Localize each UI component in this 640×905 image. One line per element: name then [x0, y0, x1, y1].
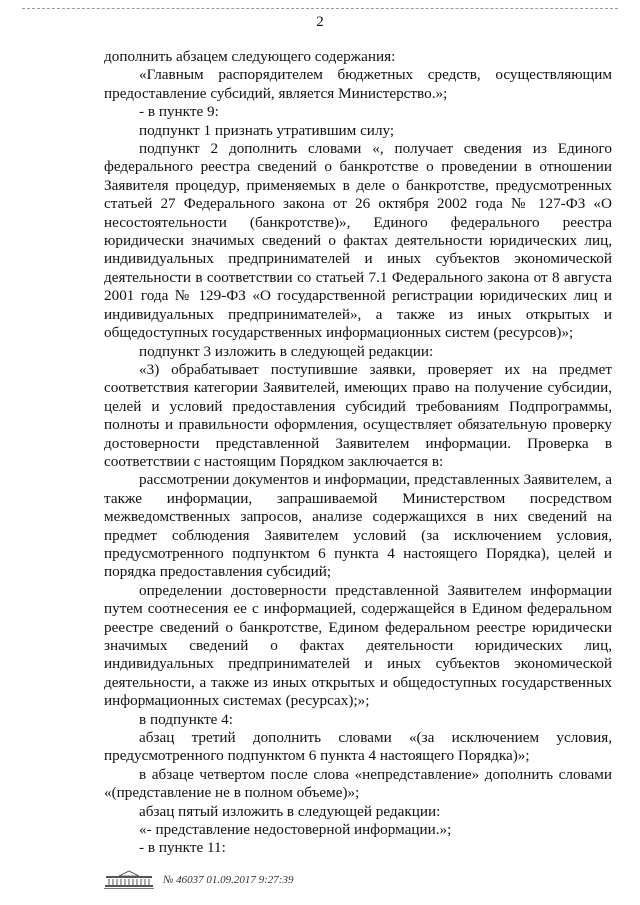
building-stamp-icon [103, 870, 163, 890]
registration-number: № 46037 01.09.2017 9:27:39 [163, 874, 294, 886]
paragraph: абзац пятый изложить в следующей редакции: [139, 802, 441, 820]
document-body [104, 48, 612, 858]
paragraph: абзац третий дополнить словами «(за исключением условия, предусмотренного подпунктом 6 пункта 4 настоящего Порядка)»; [104, 729, 612, 765]
paragraph: определении достоверности представленной Заявителем информации путем соотнесения ее с информацией, содержащейся в Едином федеральном реестре сведений о банкротстве, Едином федеральном реестре юридически значимых сведений о фактах деятельности юридических лиц, индивидуальных предпринимателей и иных субъектов экономической деятельности, а также из иных открытых и общедоступных государственных информационных системах (ресурсах);»; [104, 581, 612, 710]
paragraph: в абзаце четвертом после слова «непредставление» дополнить словами «(представление не в полном объеме)»; [104, 765, 612, 802]
paragraph: - в пункте 11: [139, 839, 226, 857]
paragraph: дополнить абзацем следующего содержания: [104, 48, 396, 65]
page-number: 2 [316, 14, 324, 30]
paragraph: подпункт 1 признать утратившим силу; [139, 121, 395, 139]
paragraph: «3) обрабатывает поступившие заявки, проверяет их на предмет соответствия категории Заявителей, имеющих право на получение субсидии, целей и условий предоставления субсидий требованиям Подпрограммы, полноты и правильности оформления, осуществляет обязательную проверку достоверности представленной Заявителем информации. Проверка в соответствии с настоящим Порядком заключается в: [104, 360, 612, 470]
paragraph: рассмотрении документов и информации, представленных Заявителем, а также информации, запрашиваемой Министерством посредством межведомственных запросов, анализе содержащихся в них сведений на предмет соблюдения Заявителем условий (за исключением условия, предусмотренного подпунктом 6 пункта 4 настоящего Порядка), целей и порядка предоставления субсидий; [104, 471, 612, 581]
paragraph: в подпункте 4: [139, 710, 233, 728]
paragraph: «Главным распорядителем бюджетных средств, осуществляющим предоставление субсидий, является Министерство.»; [104, 66, 612, 102]
registration-footer [103, 868, 293, 892]
paragraph: подпункт 3 изложить в следующей редакции: [139, 342, 434, 360]
paragraph: - в пункте 9: [139, 103, 219, 121]
top-rule [22, 8, 618, 9]
paragraph: «- представление недостоверной информации.»; [139, 821, 452, 839]
paragraph: подпункт 2 дополнить словами «, получает сведения из Единого федерального реестра сведений о банкротстве о проведении в отношении Заявителя процедур, применяемых в деле о банкротстве, предусмотренных статьей 27 Федерального закона от 26 октября 2002 года № 127-ФЗ «О несостоятельности (банкротстве)», Единого федерального реестра юридически значимых сведений о фактах деятельности юридических лиц, индивидуальных предпринимателей и иных субъектов экономической деятельности в соответствии со статьей 7.1 Федерального закона от 8 августа 2001 года № 129-ФЗ «О государственной регистрации юридических лиц и индивидуальных предпринимателей», а также из иных открытых и общедоступных государственных информационных систем (ресурсов)»; [104, 140, 612, 342]
